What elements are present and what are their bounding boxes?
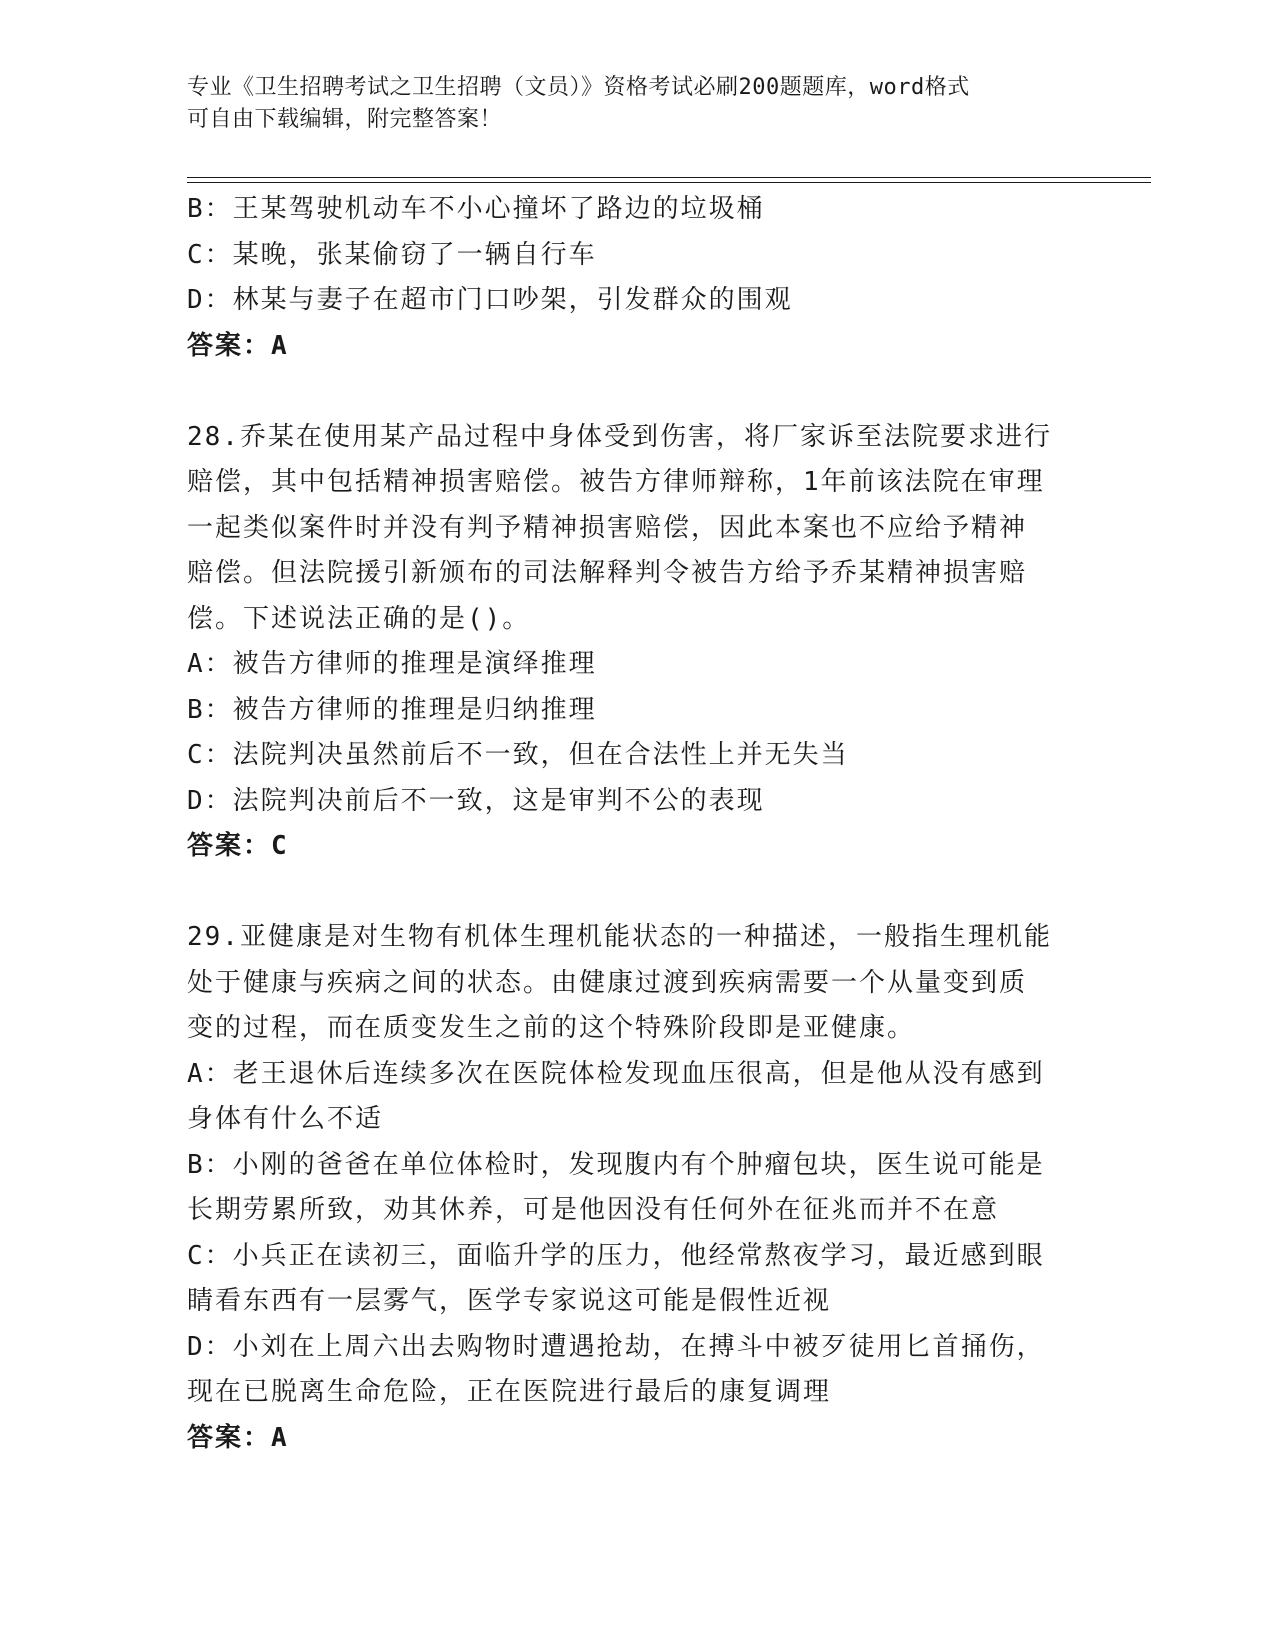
header-rule-bottom — [187, 182, 1151, 183]
header-line-2: 可自由下载编辑，附完整答案！ — [187, 107, 503, 132]
question-28-stem-line: 赔偿，其中包括精神损害赔偿。被告方律师辩称，1年前该法院在审理 — [187, 467, 1045, 497]
question-28-stem-line: 一起类似案件时并没有判予精神损害赔偿，因此本案也不应给予精神 — [187, 512, 1028, 543]
question-29-stem-line: 处于健康与疾病之间的状态。由健康过渡到疾病需要一个从量变到质 — [187, 967, 1028, 998]
question-28-stem-line: 28.乔某在使用某产品过程中身体受到伤害，将厂家诉至法院要求进行 — [187, 421, 1052, 452]
question-29-option-line: B：小刚的爸爸在单位体检时，发现腹内有个肿瘤包块，医生说可能是 — [187, 1149, 1045, 1180]
question-29-option-line: 睛看东西有一层雾气，医学专家说这可能是假性近视 — [187, 1286, 832, 1316]
header-line-1: 专业《卫生招聘考试之卫生招聘（文员）》资格考试必刷200题题库，word格式 — [187, 75, 970, 100]
question-content — [187, 187, 1087, 1461]
question-29-option-line: C：小兵正在读初三，面临升学的压力，他经常熬夜学习，最近感到眼 — [187, 1240, 1045, 1271]
answer-line: 答案：A — [187, 330, 289, 361]
question-29-stem-line: 变的过程，而在质变发生之前的这个特殊阶段即是亚健康。 — [187, 1013, 916, 1043]
option-d: D：林某与妻子在超市门口吵架，引发群众的围观 — [187, 285, 793, 315]
question-29-option-line: A：老王退休后连续多次在医院体检发现血压很高，但是他从没有感到 — [187, 1058, 1045, 1089]
question-28-option-d: D：法院判决前后不一致，这是审判不公的表现 — [187, 785, 765, 816]
spacer — [187, 870, 1087, 916]
question-29-stem-line: 29.亚健康是对生物有机体生理机能状态的一种描述，一般指生理机能 — [187, 922, 1052, 952]
spacer — [187, 369, 1087, 415]
document-header — [187, 72, 1087, 136]
option-c: C：某晚，张某偷窃了一辆自行车 — [187, 239, 597, 270]
question-29-option-line: 身体有什么不适 — [187, 1104, 384, 1134]
option-b: B：王某驾驶机动车不小心撞坏了路边的垃圾桶 — [187, 194, 765, 224]
question-28-stem-line: 赔偿。但法院援引新颁布的司法解释判令被告方给予乔某精神损害赔 — [187, 558, 1028, 588]
question-28-option-a: A：被告方律师的推理是演绎推理 — [187, 649, 597, 679]
header-rule-top — [187, 177, 1151, 178]
question-28-option-c: C：法院判决虽然前后不一致，但在合法性上并无失当 — [187, 740, 849, 770]
question-29-option-line: D：小刘在上周六出去购物时遭遇抢劫，在搏斗中被歹徒用匕首捅伤， — [187, 1331, 1045, 1362]
question-29-answer: 答案：A — [187, 1422, 289, 1453]
question-28-answer: 答案：C — [187, 831, 289, 861]
question-29-option-line: 长期劳累所致，劝其休养，可是他因没有任何外在征兆而并不在意 — [187, 1195, 1000, 1225]
question-28-option-b: B：被告方律师的推理是归纳推理 — [187, 694, 597, 725]
question-28-stem-line: 偿。下述说法正确的是()。 — [187, 603, 531, 634]
question-29-option-line: 现在已脱离生命危险，正在医院进行最后的康复调理 — [187, 1377, 832, 1407]
